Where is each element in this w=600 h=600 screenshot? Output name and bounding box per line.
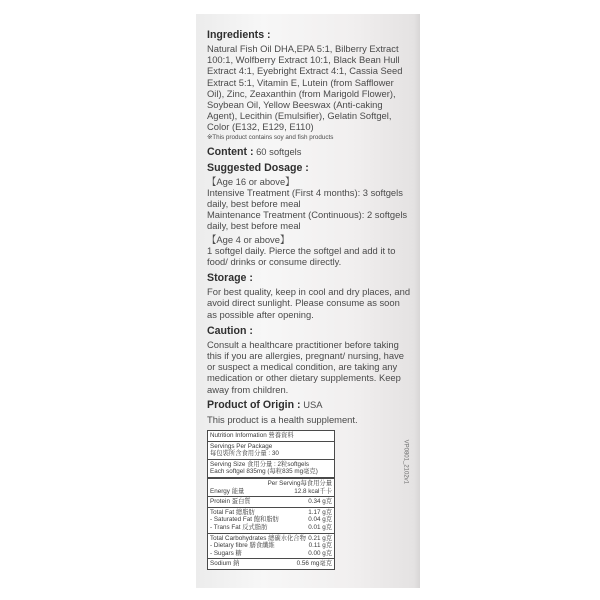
- nutrition-servings-block: [208, 442, 334, 460]
- dosage-child: 1 softgel daily. Pierce the softgel and add it to food/ drinks or consume directly.: [207, 244, 396, 268]
- side-code: VP0801_2102v1: [402, 439, 408, 484]
- health-statement: This product is a health supplement.: [207, 413, 358, 425]
- servings-per-package-zh: 每包裝所含食用分量 : 30: [210, 450, 279, 458]
- nutrition-serving-size-block: [208, 460, 334, 479]
- nutrition-table: [207, 430, 335, 570]
- trans-fat-label: - Trans Fat 反式脂肪: [210, 524, 268, 532]
- origin-heading: Product of Origin :: [207, 398, 301, 411]
- sugars-value: 0.00 g克: [308, 549, 332, 557]
- saturated-fat-value: 0.04 g克: [308, 516, 332, 524]
- carbohydrates-value: 0.21 g克: [308, 534, 332, 542]
- storage-text: For best quality, keep in cool and dry places, and avoid direct sunlight. Please consume as soon as possible after opening.: [207, 286, 411, 320]
- dietary-fibre-label: - Dietary fibre 膳食纖維: [210, 542, 275, 550]
- dosage-maintenance: Maintenance Treatment (Continuous): 2 softgels daily, best before meal: [207, 209, 408, 232]
- dosage-heading: Suggested Dosage :: [207, 161, 309, 174]
- energy-label: Energy 能量: [210, 487, 245, 495]
- allergen-note: ※This product contains soy and fish products: [207, 133, 334, 141]
- servings-per-package: Servings Per Package: [210, 442, 273, 450]
- content-value: 60 softgels: [256, 145, 302, 157]
- trans-fat-value: 0.01 g克: [308, 524, 332, 532]
- each-softgel: Each softgel 835mg (每粒835 mg毫克): [210, 468, 318, 476]
- dosage-age-group-1: 【Age 16 or above】: [207, 175, 295, 187]
- ingredients-heading: Ingredients :: [207, 29, 271, 41]
- nutrition-sodium-row: [208, 559, 334, 569]
- carbohydrates-label: Total Carbohydrates 總碳水化合物: [210, 534, 306, 542]
- serving-size: Serving Size 食用分量 : 2粒softgels: [210, 460, 310, 468]
- sodium-label: Sodium 鈉: [210, 560, 240, 568]
- ingredients-text: Natural Fish Oil DHA,EPA 5:1, Bilberry Extract 100:1, Wolfberry Extract 10:1, Black Bean Hull Extract 4:1, Eyebright Extract 4:1, Cassia Seed Extract 5:1, Vitamin E, Lutein (from Safflower Oil), Zinc, Zeaxanthin (from Marigold Flower), Soybean Oil, Yellow Beeswax (Anti-caking Agent), Lecithin (Emulsifier), Gelatin Softgel, Color (E132, E129, E110): [207, 43, 403, 133]
- energy-value: 12.8 kcal千卡: [294, 487, 332, 495]
- protein-value: 0.34 g克: [308, 498, 332, 506]
- origin-row: [207, 399, 412, 412]
- sodium-value: 0.56 mg毫克: [296, 560, 332, 568]
- caution-text: Consult a healthcare practitioner before taking this if you are allergies, pregnant/ nursing, have or suspect a medical condition, are taking any medication or other dietary supplements. Keep away from children.: [207, 338, 404, 395]
- per-serving-header: Per Serving每食用分量: [267, 480, 332, 488]
- total-fat-value: 1.17 g克: [308, 508, 332, 516]
- dosage-age-group-2: 【Age 4 or above】: [207, 233, 290, 245]
- storage-heading: Storage :: [207, 272, 253, 285]
- sugars-label: - Sugars 糖: [210, 549, 242, 557]
- content-heading: Content :: [207, 145, 254, 158]
- dosage-intensive: Intensive Treatment (First 4 months): 3 softgels daily, best before meal: [207, 186, 403, 210]
- total-fat-label: Total Fat 總脂肪: [210, 508, 255, 516]
- nutrition-carb-block: [208, 534, 334, 560]
- origin-value: USA: [303, 398, 323, 410]
- nutrition-protein-row: [208, 497, 334, 508]
- saturated-fat-label: - Saturated Fat 飽和脂肪: [210, 516, 279, 524]
- product-label-panel: [196, 14, 420, 588]
- content-row: [207, 146, 412, 159]
- nutrition-title: Nutrition Information 營養資料: [208, 431, 334, 442]
- caution-heading: Caution :: [207, 324, 253, 337]
- dietary-fibre-value: 0.11 g克: [308, 542, 332, 550]
- nutrition-energy-block: [208, 479, 334, 497]
- nutrition-fat-block: [208, 508, 334, 534]
- protein-label: Protein 蛋白質: [210, 498, 251, 506]
